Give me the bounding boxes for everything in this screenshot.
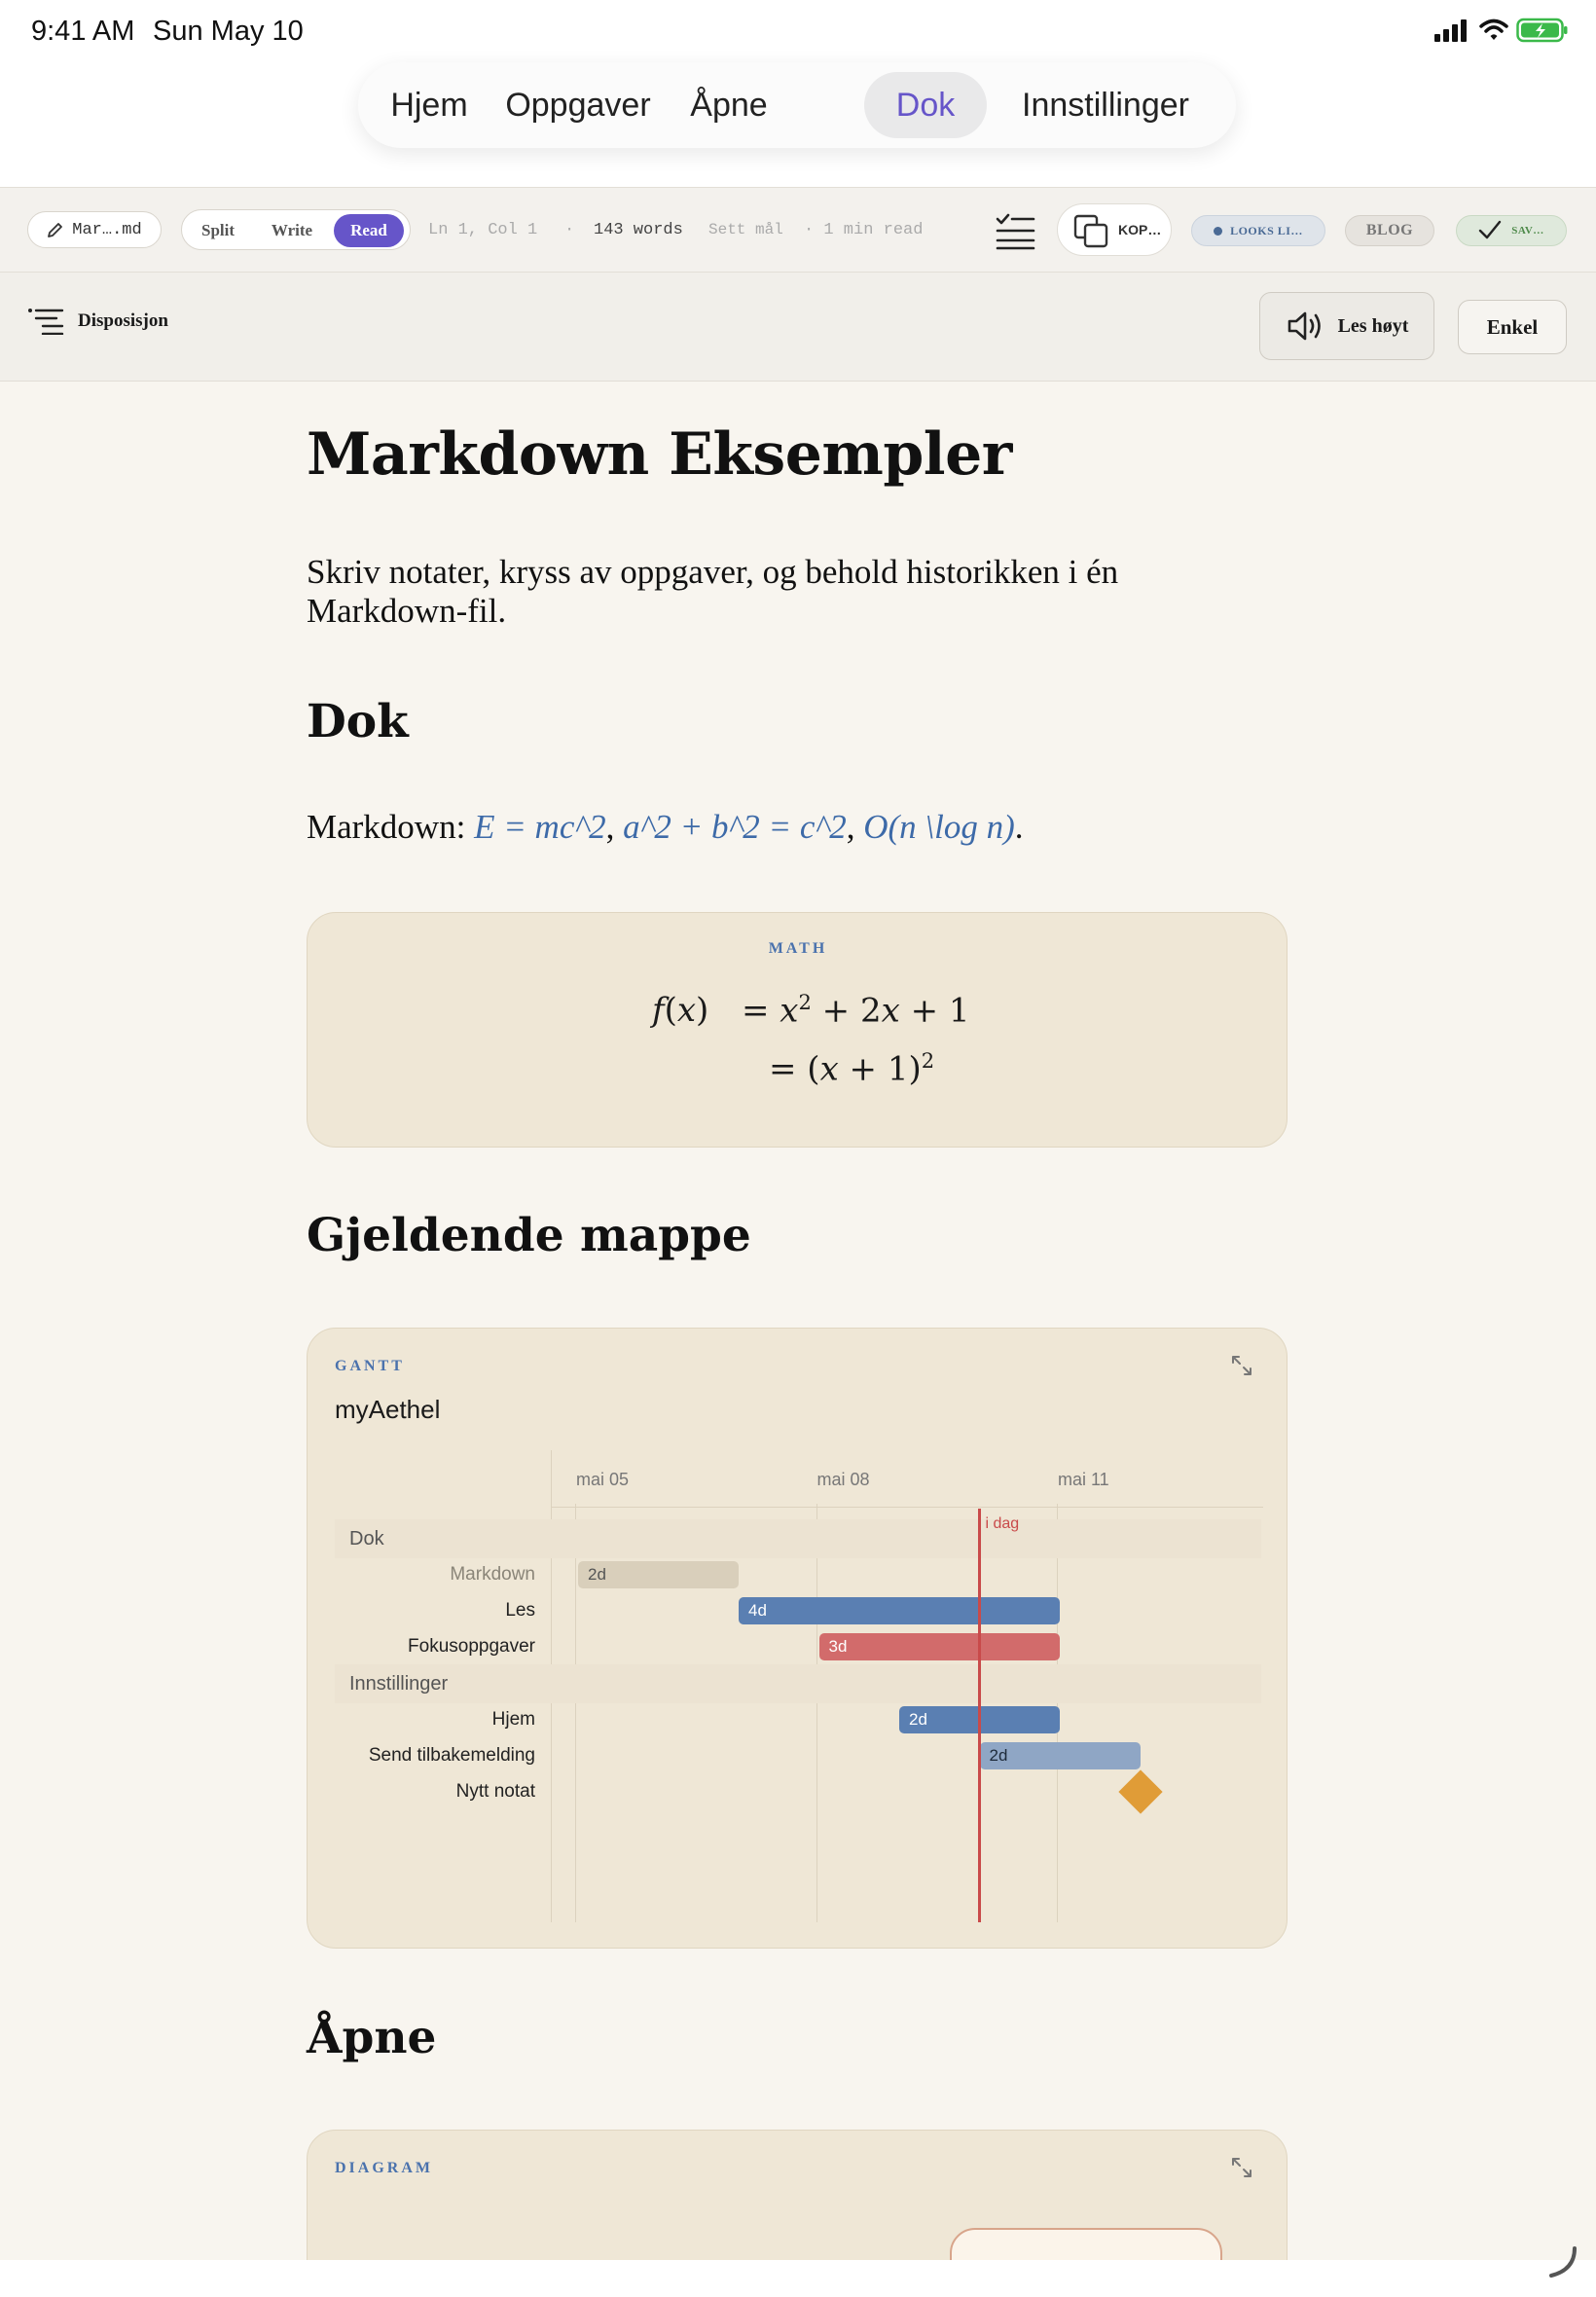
gantt-task-bar[interactable]: 2d (899, 1706, 1060, 1733)
editor-toolbar (0, 187, 1596, 273)
file-name-button[interactable] (27, 211, 162, 248)
copy-label: KOP… (1118, 222, 1162, 237)
outline-icon (27, 308, 64, 335)
file-name: Mar….md (72, 220, 142, 239)
status-bar (0, 0, 1596, 62)
gantt-header-line (551, 1507, 1263, 1508)
heading-dok: Dok (307, 695, 409, 748)
inline-math-paragraph (307, 808, 1024, 847)
speaker-icon (1286, 310, 1326, 343)
resize-handle-icon[interactable] (1545, 2244, 1580, 2279)
gantt-task-label: Markdown (450, 1563, 535, 1585)
reader-toolbar (0, 273, 1596, 382)
signal-icon (1433, 18, 1471, 42)
looks-status-badge[interactable] (1191, 215, 1325, 246)
checkmark-icon (1478, 220, 1502, 241)
math-line-2: = $(x + 1)^2$ (769, 1049, 935, 1089)
set-goal-button[interactable]: Sett mål (708, 221, 783, 238)
wifi-icon (1479, 18, 1508, 42)
mode-read-button[interactable]: Read (334, 214, 404, 247)
checklist-icon[interactable] (995, 211, 1035, 250)
simple-mode-button[interactable]: Enkel (1458, 300, 1567, 354)
math-line-1: = $x^2 + 2x + 1$ (742, 991, 970, 1031)
gantt-task-label: Nytt notat (455, 1780, 535, 1802)
mode-write-button[interactable]: Write (271, 221, 313, 239)
markdown-prefix: Markdown: (307, 808, 475, 846)
intro-paragraph: Skriv notater, kryss av oppgaver, og behold historikken i én Markdown-fil. (307, 553, 1119, 630)
tab-hjem[interactable]: Hjem (390, 87, 468, 124)
gantt-task-bar[interactable]: 4d (739, 1597, 1060, 1624)
read-time: · 1 min read (804, 221, 924, 239)
comma-separator: , (846, 808, 864, 846)
period: . (1014, 808, 1024, 846)
heading-current-folder: Gjeldende mappe (307, 1209, 751, 1262)
home-indicator-area (0, 2260, 1596, 2297)
math-lhs: f(x) (652, 991, 709, 1030)
word-count: 143 words (594, 221, 683, 239)
expand-icon[interactable] (1230, 1354, 1253, 1377)
gantt-date-tick: mai 05 (576, 1470, 630, 1489)
gantt-section-label: Innstillinger (349, 1673, 449, 1695)
tab-dok[interactable]: Dok (864, 72, 987, 138)
gantt-block (307, 1328, 1288, 1949)
gantt-today-line (978, 1509, 981, 1922)
gantt-task-label: Send tilbakemelding (368, 1744, 535, 1766)
status-icons (1433, 18, 1569, 43)
battery-icon (1516, 18, 1569, 43)
expand-icon[interactable] (1230, 2156, 1253, 2179)
inline-math-2: a^2 + b^2 = c^2 (623, 808, 847, 846)
meta-separator: · (564, 221, 575, 239)
read-aloud-button[interactable] (1259, 292, 1434, 360)
gantt-label: GANTT (335, 1358, 405, 1374)
pencil-icon (47, 221, 64, 238)
gantt-grid-line (575, 1504, 576, 1922)
gantt-task-label: Les (505, 1599, 535, 1621)
copy-button[interactable] (1057, 203, 1172, 256)
gantt-section-band (335, 1519, 1261, 1558)
read-aloud-label: Les høyt (1337, 314, 1409, 337)
saved-status-badge[interactable] (1456, 215, 1567, 246)
status-dot-icon (1214, 227, 1222, 236)
gantt-task-bar[interactable]: 2d (578, 1561, 739, 1588)
outline-label: Disposisjon (78, 310, 168, 331)
gantt-section-label: Dok (349, 1528, 384, 1550)
heading-open: Åpne (307, 2011, 437, 2064)
saved-label: SAV… (1511, 225, 1544, 237)
cursor-position: Ln 1, Col 1 (428, 221, 538, 239)
tab-oppgaver[interactable]: Oppgaver (505, 87, 651, 124)
inline-math-3: O(n \log n) (863, 808, 1015, 846)
blog-button[interactable]: BLOG (1345, 215, 1434, 246)
tab-navigation (358, 62, 1236, 148)
outline-button[interactable] (27, 308, 168, 335)
diagram-label: DIAGRAM (335, 2160, 433, 2176)
gantt-task-label: Hjem (491, 1708, 535, 1730)
looks-label: LOOKS LI… (1230, 223, 1303, 237)
gantt-date-tick: mai 11 (1058, 1470, 1109, 1489)
math-block (307, 912, 1288, 1148)
copy-icon (1073, 214, 1112, 249)
status-time: 9:41 AM (31, 16, 135, 47)
gantt-title: myAethel (335, 1395, 441, 1424)
mode-split-button[interactable]: Split (200, 221, 236, 239)
gantt-task-label: Fokusoppgaver (408, 1635, 535, 1657)
gantt-task-bar[interactable]: 3d (819, 1633, 1061, 1660)
gantt-grid-line (816, 1504, 817, 1922)
status-date: Sun May 10 (153, 16, 304, 47)
gantt-task-bar[interactable]: 2d (980, 1742, 1141, 1769)
inline-math-1: E = mc^2 (474, 808, 606, 846)
document-title: Markdown Eksempler (307, 420, 1012, 489)
comma-separator: , (605, 808, 624, 846)
gantt-today-label: i dag (985, 1515, 1020, 1532)
gantt-milestone[interactable] (1118, 1769, 1162, 1813)
gantt-date-tick: mai 08 (816, 1470, 870, 1489)
gantt-section-band (335, 1664, 1261, 1703)
view-mode-switch (181, 209, 411, 250)
tab-apne[interactable]: Åpne (690, 87, 768, 124)
tab-innstillinger[interactable]: Innstillinger (1022, 87, 1189, 124)
math-label: MATH (768, 940, 828, 957)
